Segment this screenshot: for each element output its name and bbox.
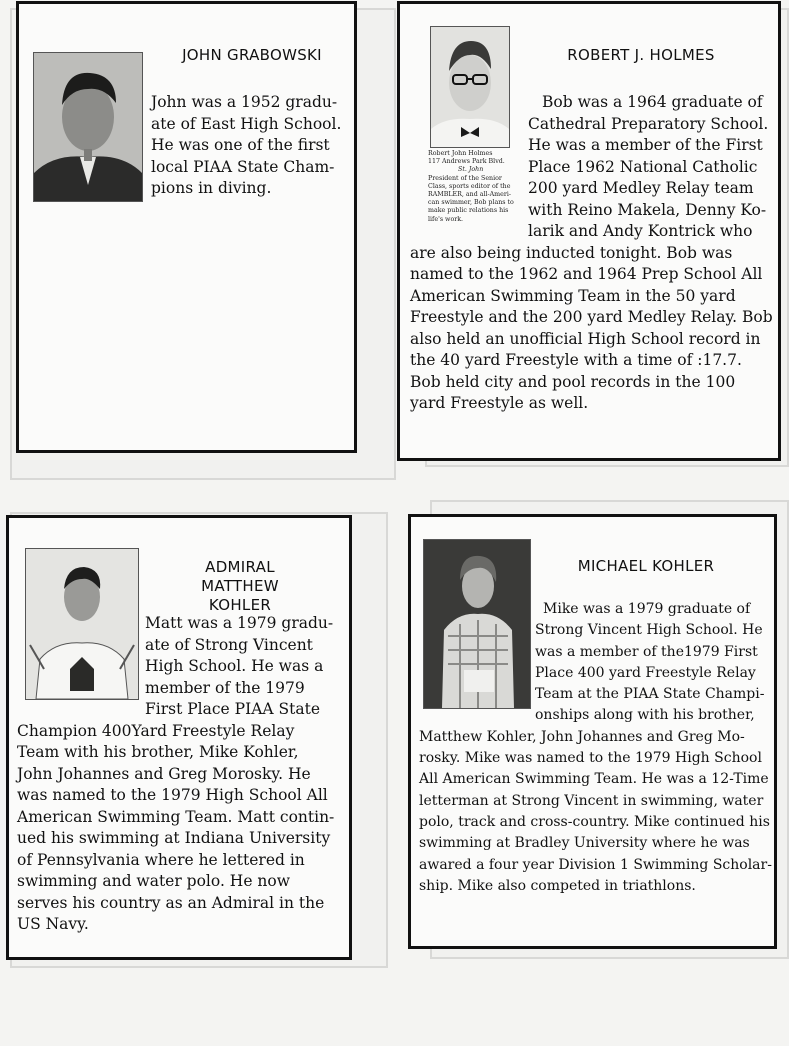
bio-text — [151, 92, 341, 200]
bio-line: Freestyle and the 200 yard Medley Relay. Bob — [410, 308, 773, 326]
bio-line: pions in diving. — [151, 179, 272, 197]
caption-line: life's work. — [428, 215, 464, 223]
inductee-card-john-grabowski — [16, 1, 357, 453]
inductee-name: JOHN GRABOWSKI — [182, 46, 322, 64]
bio-line: polo, track and cross-country. Mike continued his — [419, 813, 770, 830]
bio-line: Matthew Kohler, John Johannes and Greg Mo- — [419, 728, 745, 745]
bio-line: Team at the PIAA State Champi- — [535, 686, 765, 703]
bio-line: member of the 1979 — [145, 678, 305, 697]
bio-line: with Reino Makela, Denny Ko- — [528, 200, 767, 219]
inductee-card-matthew-kohler — [6, 515, 352, 960]
bio-line: 200 yard Medley Relay team — [528, 179, 754, 197]
bio-line: All American Swimming Team. He was a 12-Time — [419, 771, 769, 788]
bio-line: serves his country as an Admiral in the — [17, 893, 325, 912]
bio-line: ate of East High School. — [151, 114, 342, 133]
bio-line: Strong Vincent High School. He — [535, 622, 763, 639]
bio-line: was a member of the1979 First — [535, 643, 758, 660]
caption-line: Class, sports editor of the — [428, 182, 511, 190]
bio-text — [419, 599, 772, 897]
bio-line: awared a four year Division 1 Swimming Scholar- — [419, 856, 772, 873]
bio-line: First Place PIAA State — [145, 700, 320, 718]
bio-line: High School. He was a — [145, 657, 324, 675]
bio-line: Champion 400Yard Freestyle Relay — [17, 721, 295, 740]
bio-line: also held an unofficial High School record in — [410, 329, 761, 348]
bio-line: onships along with his brother, — [535, 707, 755, 724]
inductee-card-robert-holmes — [397, 1, 781, 461]
bio-line: Place 400 yard Freestyle Relay — [535, 664, 756, 681]
caption-line: RAMBLER, and all-Ameri- — [428, 191, 512, 199]
bio-line: Team with his brother, Mike Kohler, — [17, 743, 299, 761]
bio-line: yard Freestyle as well. — [410, 394, 589, 412]
bio-line: John Johannes and Greg Morosky. He — [17, 764, 311, 783]
inductee-name: ROBERT J. HOLMES — [567, 46, 715, 64]
portrait-photo — [33, 52, 143, 202]
caption-line: President of the Senior — [428, 174, 502, 182]
bio-line: He was one of the first — [151, 136, 330, 154]
bio-line: ate of Strong Vincent — [145, 635, 313, 654]
bio-line: the 40 yard Freestyle with a time of :17.7. — [410, 351, 742, 369]
bio-line: letterman at Strong Vincent in swimming, water — [419, 792, 764, 809]
name-line: ADMIRAL MATTHEW — [201, 558, 279, 595]
caption-line: make public relations his — [428, 207, 509, 215]
caption-line: can swimmer, Bob plans to — [428, 199, 514, 207]
bio-line: John was a 1952 gradu- — [151, 93, 338, 111]
bio-line: American Swimming Team. Matt contin- — [17, 807, 335, 826]
bio-line: Matt was a 1979 gradu- — [145, 614, 334, 632]
bio-line: of Pennsylvania where he lettered in — [17, 850, 305, 869]
bio-line: named to the 1962 and 1964 Prep School All — [410, 265, 763, 283]
inductee-card-michael-kohler — [408, 514, 777, 949]
bio-line: American Swimming Team in the 50 yard — [410, 286, 736, 305]
bio-line: Mike was a 1979 graduate of — [543, 601, 751, 617]
bio-text — [17, 613, 334, 936]
bio-line: He was a member of the First — [528, 136, 763, 154]
name-line: KOHLER — [208, 596, 272, 614]
caption-line: Robert John Holmes — [428, 150, 493, 157]
bio-line: rosky. Mike was named to the 1979 High School — [419, 750, 762, 767]
bio-line: was named to the 1979 High School All — [17, 786, 328, 804]
bio-text — [410, 92, 773, 415]
inductee-name — [165, 558, 315, 615]
bio-line: swimming and water polo. He now — [17, 872, 291, 890]
bio-line: US Navy. — [17, 915, 89, 933]
bio-line: local PIAA State Cham- — [151, 157, 335, 176]
bio-line: larik and Andy Kontrick who — [528, 222, 753, 240]
bio-line: ship. Mike also competed in triathlons. — [419, 877, 696, 894]
bio-line: are also being inducted tonight. Bob was — [410, 243, 733, 262]
bio-line: Cathedral Preparatory School. — [528, 114, 769, 133]
bio-line: Bob was a 1964 graduate of — [542, 93, 763, 111]
bio-line: Place 1962 National Catholic — [528, 157, 758, 176]
bio-line: swimming at Bradley University where he was — [419, 835, 750, 852]
bio-line: ued his swimming at Indiana University — [17, 829, 331, 847]
inductee-name: MICHAEL KOHLER — [577, 557, 715, 575]
caption-line: St. John — [458, 166, 484, 174]
caption-line: 117 Andrews Park Blvd. — [428, 158, 505, 166]
bio-line: Bob held city and pool records in the 100 — [410, 372, 736, 391]
